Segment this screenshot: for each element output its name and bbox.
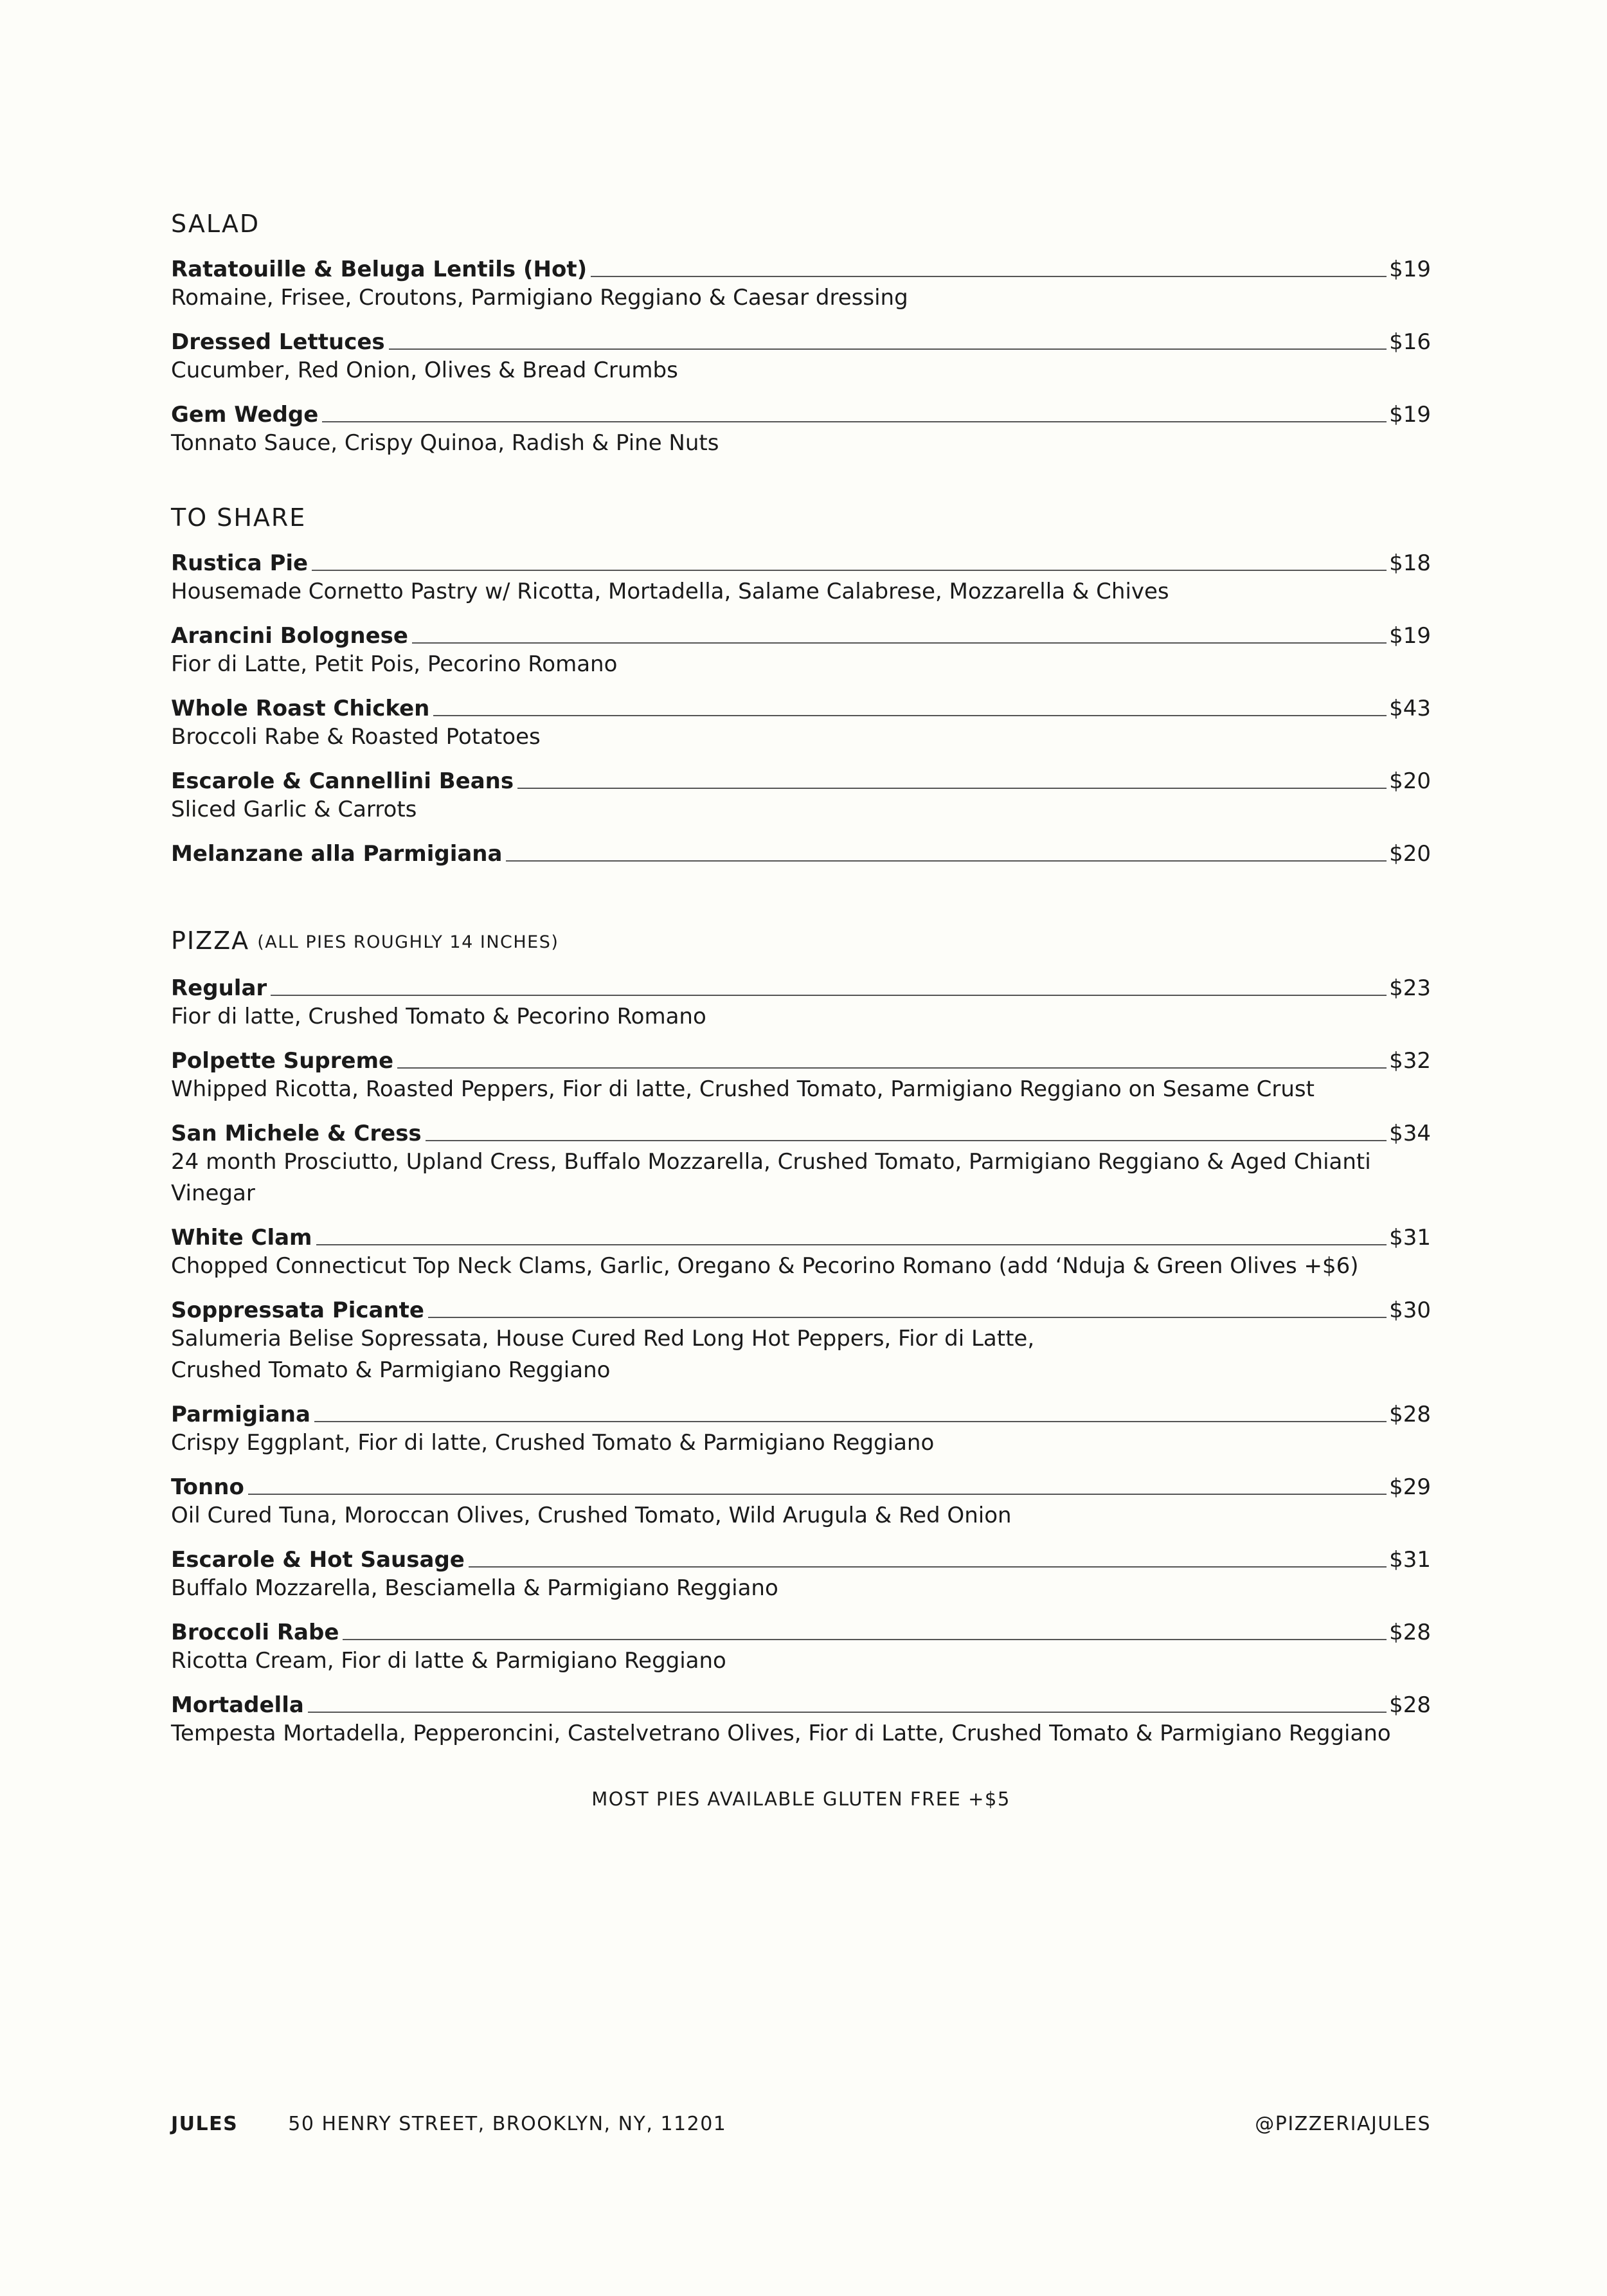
footer-address: 50 HENRY STREET, BROOKLYN, NY, 11201: [288, 2112, 727, 2135]
menu-item-description: Broccoli Rabe & Roasted Potatoes: [171, 724, 541, 750]
gluten-free-note: MOST PIES AVAILABLE GLUTEN FREE +$5: [591, 1788, 1010, 1810]
menu-item: [171, 1044, 1431, 1105]
menu-item-name: Whole Roast Chicken: [171, 696, 430, 721]
menu-item: [171, 1688, 1431, 1749]
menu-item-row: [171, 1688, 1431, 1718]
menu-item-price: $19: [1389, 402, 1431, 428]
menu-page: [171, 209, 1431, 1810]
menu-item: [171, 1294, 1431, 1386]
price-leader-line: [271, 995, 1387, 996]
menu-item-description: Romaine, Frisee, Croutons, Parmigiano Reggiano & Caesar dressing: [171, 285, 908, 311]
menu-item-row: [171, 253, 1431, 282]
menu-item-description: Sliced Garlic & Carrots: [171, 797, 417, 822]
menu-item-price: $34: [1389, 1121, 1431, 1146]
menu-item-name: White Clam: [171, 1225, 312, 1251]
menu-item-name: Polpette Supreme: [171, 1048, 394, 1074]
menu-item-row: [171, 837, 1431, 867]
menu-item: [171, 837, 1431, 867]
menu-item-price: $31: [1389, 1225, 1431, 1251]
menu-item: [171, 1221, 1431, 1282]
menu-item: [171, 1398, 1431, 1459]
to-share-items: [171, 547, 1431, 867]
menu-item-name: Escarole & Hot Sausage: [171, 1547, 465, 1573]
menu-item-name: Dressed Lettuces: [171, 329, 385, 355]
menu-item-row: [171, 1044, 1431, 1074]
price-leader-line: [248, 1494, 1387, 1495]
menu-item: [171, 547, 1431, 608]
menu-item-price: $31: [1389, 1547, 1431, 1573]
pizza-size-note: (ALL PIES ROUGHLY 14 INCHES): [257, 932, 559, 952]
menu-item-row: [171, 1117, 1431, 1146]
menu-item-description: Tonnato Sauce, Crispy Quinoa, Radish & Pine Nuts: [171, 430, 719, 456]
menu-item: [171, 1543, 1431, 1604]
price-leader-line: [506, 860, 1387, 862]
menu-item-row: [171, 1221, 1431, 1251]
price-leader-line: [316, 1244, 1387, 1245]
menu-item-price: $19: [1389, 257, 1431, 282]
to-share-section: [171, 503, 1431, 867]
menu-item-name: Gem Wedge: [171, 402, 319, 428]
menu-item-description: Crispy Eggplant, Fior di latte, Crushed Tomato & Parmigiano Reggiano: [171, 1430, 935, 1456]
price-leader-line: [343, 1639, 1387, 1640]
menu-item-row: [171, 325, 1431, 355]
menu-item-name: Soppressata Picante: [171, 1297, 424, 1323]
menu-item-name: Tonno: [171, 1474, 244, 1500]
menu-item: [171, 692, 1431, 753]
menu-item-price: $23: [1389, 975, 1431, 1001]
menu-item-row: [171, 1543, 1431, 1573]
menu-item-price: $32: [1389, 1048, 1431, 1074]
menu-item-price: $30: [1389, 1297, 1431, 1323]
menu-item-row: [171, 972, 1431, 1001]
menu-item-name: San Michele & Cress: [171, 1121, 422, 1146]
menu-item-row: [171, 692, 1431, 721]
menu-item-name: Ratatouille & Beluga Lentils (Hot): [171, 257, 588, 282]
menu-item-name: Rustica Pie: [171, 550, 309, 576]
menu-item-row: [171, 547, 1431, 576]
menu-item: [171, 1117, 1431, 1209]
price-leader-line: [433, 715, 1387, 716]
menu-item-price: $28: [1389, 1402, 1431, 1427]
menu-item-price: $43: [1389, 696, 1431, 721]
menu-item: [171, 325, 1431, 386]
menu-item-price: $19: [1389, 623, 1431, 649]
menu-item-description: Tempesta Mortadella, Pepperoncini, Castelvetrano Olives, Fior di Latte, Crushed Tomato & Parmigiano Reggiano: [171, 1721, 1391, 1746]
price-leader-line: [308, 1712, 1387, 1713]
menu-item-row: [171, 764, 1431, 794]
price-leader-line: [389, 348, 1387, 350]
price-leader-line: [397, 1067, 1387, 1069]
salad-items: [171, 253, 1431, 459]
menu-item: [171, 253, 1431, 314]
price-leader-line: [412, 642, 1387, 644]
menu-item-price: $20: [1389, 841, 1431, 867]
menu-item-description: Cucumber, Red Onion, Olives & Bread Crumbs: [171, 357, 678, 383]
menu-item-name: Regular: [171, 975, 267, 1001]
price-leader-line: [314, 1421, 1387, 1422]
menu-item: [171, 1470, 1431, 1532]
salad-section: [171, 209, 1431, 459]
menu-item-description: Fior di Latte, Petit Pois, Pecorino Romano: [171, 651, 618, 677]
menu-item-description: 24 month Prosciutto, Upland Cress, Buffalo Mozzarella, Crushed Tomato, Parmigiano Reggiano & Aged Chianti Vinegar: [171, 1149, 1371, 1206]
menu-item: [171, 398, 1431, 459]
menu-item-description: Salumeria Belise Sopressata, House Cured Red Long Hot Peppers, Fior di Latte, Crushed Tomato & Parmigiano Reggiano: [171, 1326, 1035, 1383]
menu-item-description: Housemade Cornetto Pastry w/ Ricotta, Mortadella, Salame Calabrese, Mozzarella & Chives: [171, 579, 1169, 604]
menu-item: [171, 1616, 1431, 1677]
menu-item-description: Oil Cured Tuna, Moroccan Olives, Crushed Tomato, Wild Arugula & Red Onion: [171, 1503, 1012, 1528]
menu-item-price: $20: [1389, 768, 1431, 794]
menu-item-name: Escarole & Cannellini Beans: [171, 768, 514, 794]
menu-item-name: Mortadella: [171, 1692, 304, 1718]
pizza-section: [171, 926, 1431, 1810]
menu-item-row: [171, 1294, 1431, 1323]
footer: [171, 2110, 1431, 2138]
pizza-title-text: PIZZA: [171, 927, 250, 955]
menu-item-price: $29: [1389, 1474, 1431, 1500]
price-leader-line: [426, 1140, 1387, 1141]
section-title-to-share: TO SHARE: [171, 503, 307, 532]
price-leader-line: [312, 570, 1387, 571]
menu-item-row: [171, 1398, 1431, 1427]
footer-brand: JULES: [171, 2112, 238, 2135]
footer-social-handle: @PIZZERIAJULES: [1255, 2112, 1431, 2135]
menu-item-price: $28: [1389, 1692, 1431, 1718]
price-leader-line: [469, 1566, 1387, 1568]
menu-item: [171, 764, 1431, 826]
price-leader-line: [517, 788, 1387, 789]
menu-item-row: [171, 1470, 1431, 1500]
section-title-pizza: [171, 926, 1431, 957]
menu-item: [171, 972, 1431, 1033]
menu-item-row: [171, 1616, 1431, 1645]
menu-item: [171, 619, 1431, 680]
menu-item-description: Buffalo Mozzarella, Besciamella & Parmigiano Reggiano: [171, 1575, 778, 1601]
menu-item-price: $18: [1389, 550, 1431, 576]
section-title-salad: SALAD: [171, 210, 260, 238]
pizza-items: [171, 972, 1431, 1749]
menu-item-description: Fior di latte, Crushed Tomato & Pecorino Romano: [171, 1004, 706, 1029]
price-leader-line: [428, 1317, 1387, 1318]
menu-item-row: [171, 619, 1431, 649]
menu-item-description: Whipped Ricotta, Roasted Peppers, Fior di latte, Crushed Tomato, Parmigiano Reggiano on Sesame Crust: [171, 1076, 1315, 1102]
menu-item-description: Ricotta Cream, Fior di latte & Parmigiano Reggiano: [171, 1648, 726, 1674]
menu-item-description: Chopped Connecticut Top Neck Clams, Garlic, Oregano & Pecorino Romano (add ‘Nduja & Green Olives +$6): [171, 1253, 1359, 1279]
menu-item-name: Melanzane alla Parmigiana: [171, 841, 503, 867]
price-leader-line: [322, 421, 1387, 422]
menu-item-name: Broccoli Rabe: [171, 1620, 339, 1645]
menu-item-name: Parmigiana: [171, 1402, 310, 1427]
price-leader-line: [591, 276, 1387, 277]
menu-item-row: [171, 398, 1431, 428]
menu-item-name: Arancini Bolognese: [171, 623, 408, 649]
menu-item-price: $16: [1389, 329, 1431, 355]
menu-item-price: $28: [1389, 1620, 1431, 1645]
